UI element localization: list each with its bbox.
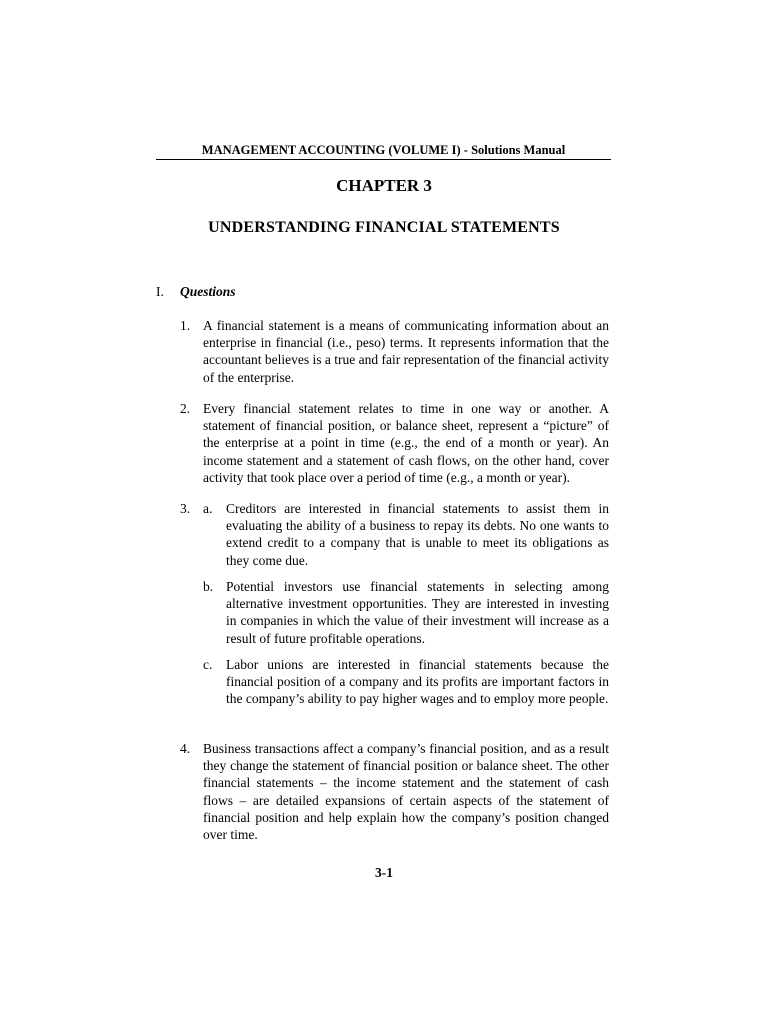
question-number: 4. xyxy=(180,741,191,756)
section-title: Questions xyxy=(180,284,236,299)
question-number: 3. xyxy=(180,501,191,516)
sub-question-letter: c. xyxy=(203,657,213,672)
sub-question-text: Labor unions are interested in financial statements because the financial position of a company and its profits are important factors in the company’s ability to pay higher wages and to employ more people. xyxy=(226,657,609,707)
question-number: 2. xyxy=(180,401,191,416)
section-roman-numeral: I. xyxy=(156,284,164,299)
question-number: 1. xyxy=(180,318,191,333)
question-text: Business transactions affect a company’s financial position, and as a result they change the statement of financial position or balance sheet. The other financial statements – the income statement and the statement of cash flows – are detailed expansions of certain aspects of the statement of financial position and help explain how the company’s position changed over time. xyxy=(203,741,609,843)
sub-question-text: Potential investors use financial statements in selecting among alternative investment opportunities. They are interested in investing in companies in which the value of their investment will increase as a result of future profitable operations. xyxy=(226,579,609,646)
running-header: MANAGEMENT ACCOUNTING (VOLUME I) - Solutions Manual xyxy=(156,141,611,160)
sub-question-text: Creditors are interested in financial statements to assist them in evaluating the ability of a business to repay its debts. No one wants to extend credit to a company that is unable to meet its obligations as they come due. xyxy=(226,501,609,568)
page-number: 3-1 xyxy=(375,865,393,880)
question-text: Every financial statement relates to time in one way or another. A statement of financial position, or balance sheet, represent a “picture” of the enterprise at a point in time (e.g., the end of a month or year). An income statement and a statement of cash flows, on the other hand, cover activity that took place over a period of time (e.g., a month or year). xyxy=(203,401,609,485)
section-heading xyxy=(156,284,236,300)
chapter-title: UNDERSTANDING FINANCIAL STATEMENTS xyxy=(208,219,560,236)
sub-question-letter: b. xyxy=(203,579,214,594)
question-text: A financial statement is a means of communicating information about an enterprise in financial (i.e., peso) terms. It represents information that the accountant believes is a true and fair representation of the financial activity of the enterprise. xyxy=(203,318,609,385)
sub-question-letter: a. xyxy=(203,501,213,516)
chapter-number: CHAPTER 3 xyxy=(336,176,432,195)
